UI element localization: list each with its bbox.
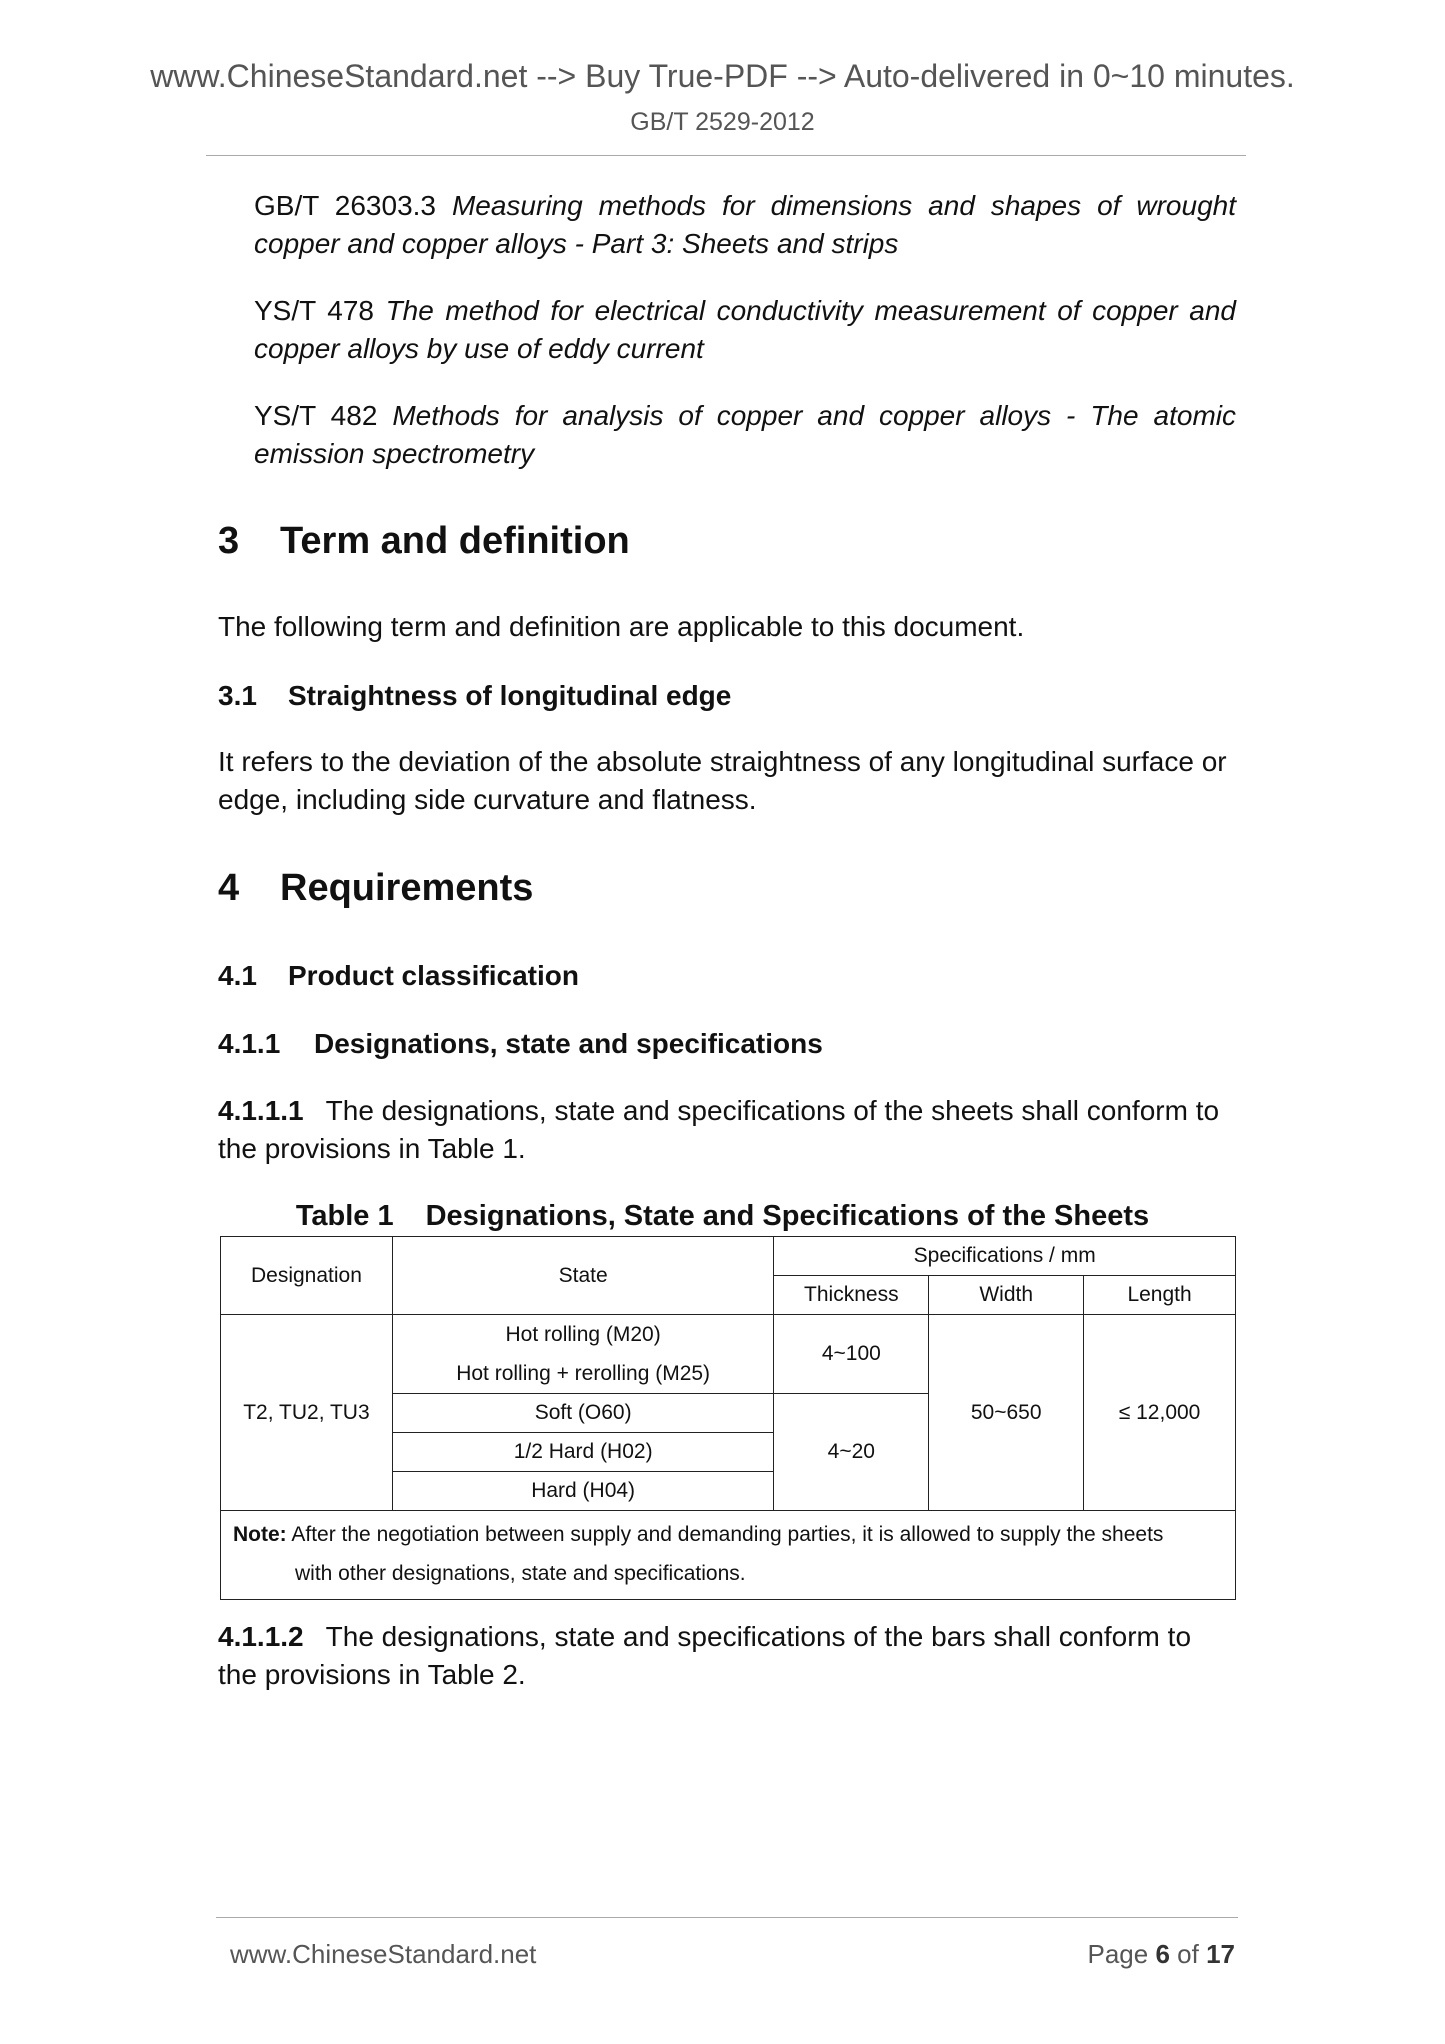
clause-title: Product classification	[288, 960, 579, 991]
footer-site-link[interactable]: www.ChineseStandard.net	[230, 1939, 537, 1969]
clause-number: 4.1.1.1	[218, 1095, 304, 1126]
clause-4-1-heading	[218, 960, 579, 992]
clause-4-1-1-heading	[218, 1028, 823, 1060]
section-title: Requirements	[280, 867, 534, 909]
table-1-caption	[0, 1200, 1445, 1233]
state-value: Hot rolling + rerolling (M25)	[456, 1362, 711, 1385]
reference-title: The method for electrical conductivity measurement of copper and copper alloys by use of eddy current	[254, 295, 1236, 364]
clause-3-1-heading	[218, 680, 731, 712]
section-3-intro: The following term and definition are applicable to this document.	[218, 611, 1025, 642]
reference-item	[254, 292, 1236, 368]
clause-title: Designations, state and specifications	[314, 1028, 823, 1059]
width-cell: 50~650	[929, 1315, 1084, 1511]
page-word: Page	[1087, 1939, 1149, 1969]
footer-divider	[216, 1917, 1238, 1918]
table-header-row	[221, 1237, 1236, 1276]
clause-number: 4.1.1	[218, 1028, 281, 1059]
reference-title: Methods for analysis of copper and copper alloys - The atomic emission spectrometry	[254, 400, 1236, 469]
section-title: Term and definition	[280, 520, 630, 562]
reference-code: YS/T 482	[254, 400, 378, 431]
section-number: 4	[218, 867, 240, 909]
header-specifications: Specifications / mm	[774, 1237, 1236, 1276]
thickness-cell: 4~100	[774, 1315, 929, 1394]
table-note-row	[221, 1511, 1236, 1600]
clause-4-1-1-1	[218, 1092, 1236, 1168]
header-banner: www.ChineseStandard.net --> Buy True-PDF --> Auto-delivered in 0~10 minutes.	[150, 58, 1295, 94]
page-indicator	[1087, 1939, 1235, 1970]
clause-3-1-text: It refers to the deviation of the absolute straightness of any longitudinal surface or edge, including side curvature and flatness.	[218, 746, 1227, 815]
state-cell: 1/2 Hard (H02)	[392, 1433, 773, 1472]
clause-text: The designations, state and specifications of the bars shall conform to the provisions in Table 2.	[218, 1621, 1192, 1690]
note-label: Note:	[233, 1523, 287, 1546]
length-cell: ≤ 12,000	[1084, 1315, 1236, 1511]
note-text: After the negotiation between supply and demanding parties, it is allowed to supply the sheets	[291, 1523, 1164, 1546]
reference-code: YS/T 478	[254, 295, 375, 326]
header-length: Length	[1084, 1276, 1236, 1315]
clause-number: 3.1	[218, 680, 257, 711]
header-state: State	[392, 1237, 773, 1315]
header-thickness: Thickness	[774, 1276, 929, 1315]
designation-cell: T2, TU2, TU3	[221, 1315, 393, 1511]
page-total: 17	[1206, 1939, 1235, 1969]
header-divider	[206, 155, 1246, 156]
clause-title: Straightness of longitudinal edge	[288, 680, 732, 711]
clause-number: 4.1	[218, 960, 257, 991]
section-number: 3	[218, 520, 240, 562]
reference-title: Measuring methods for dimensions and shapes of wrought copper and copper alloys - Part 3: Sheets and strips	[254, 190, 1236, 259]
section-3-heading	[218, 520, 630, 563]
section-4-heading	[218, 867, 533, 910]
state-value: Hot rolling (M20)	[505, 1323, 661, 1346]
state-cell	[392, 1315, 773, 1394]
table-row	[221, 1315, 1236, 1394]
reference-item	[254, 187, 1236, 263]
table-note	[221, 1511, 1236, 1600]
state-cell: Hard (H04)	[392, 1472, 773, 1511]
note-text-continued: with other designations, state and specifications.	[295, 1562, 746, 1585]
header-width: Width	[929, 1276, 1084, 1315]
page-current: 6	[1155, 1939, 1170, 1969]
clause-text: The designations, state and specifications of the sheets shall conform to the provisions in Table 1.	[218, 1095, 1220, 1164]
reference-item	[254, 397, 1236, 473]
thickness-cell: 4~20	[774, 1394, 929, 1511]
state-cell: Soft (O60)	[392, 1394, 773, 1433]
clause-number: 4.1.1.2	[218, 1621, 304, 1652]
table-label: Table 1	[295, 1200, 394, 1232]
standard-number: GB/T 2529-2012	[630, 108, 815, 136]
header-designation: Designation	[221, 1237, 393, 1315]
table-1	[220, 1236, 1236, 1600]
page-of: of	[1177, 1939, 1199, 1969]
reference-code: GB/T 26303.3	[254, 190, 436, 221]
clause-4-1-1-2	[218, 1618, 1236, 1694]
table-title: Designations, State and Specifications of the Sheets	[425, 1200, 1150, 1232]
